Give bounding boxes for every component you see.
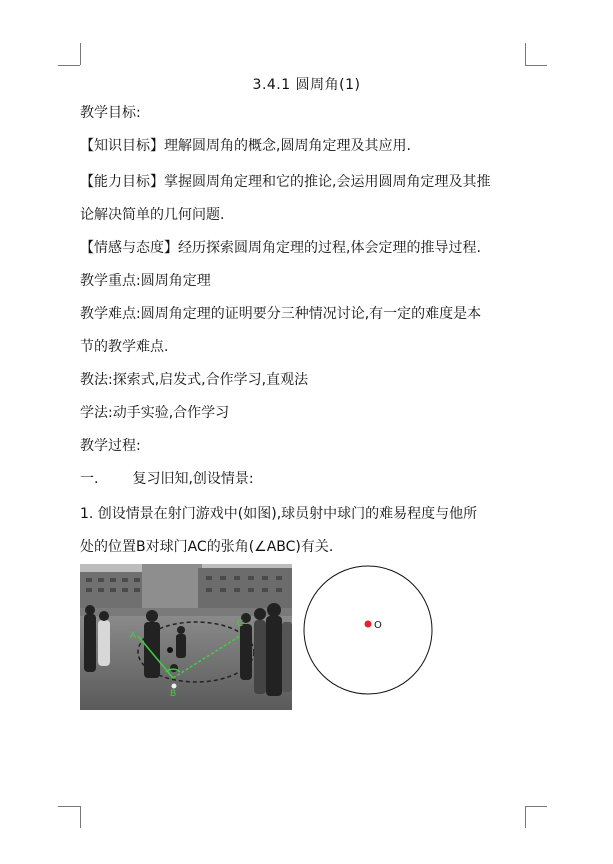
ability-goal-line-2: 论解决简单的几何问题. xyxy=(80,207,225,223)
item1-line-2: 处的位置B对球门AC的张角(∠ABC)有关. xyxy=(80,539,334,555)
label-b: B xyxy=(170,689,177,699)
ability-goal-line-1: 【能力目标】掌握圆周角定理和它的推论,会运用圆周角定理及其推 xyxy=(80,174,491,190)
circle-figure xyxy=(300,562,436,698)
center-point xyxy=(365,621,372,628)
section-one-text: 复习旧知,创设情景: xyxy=(132,471,254,487)
goals-heading: 教学目标: xyxy=(80,105,141,121)
learning-method: 学法:动手实验,合作学习 xyxy=(80,405,230,421)
key-point: 教学重点:圆周角定理 xyxy=(80,273,211,289)
page-title: 3.4.1 圆周角(1) xyxy=(252,77,361,93)
knowledge-goal: 【知识目标】理解圆周角的概念,圆周角定理及其应用. xyxy=(80,138,411,154)
process-heading: 教学过程: xyxy=(80,438,141,454)
item1-line-1: 1. 创设情景在射门游戏中(如图),球员射中球门的难易程度与他所 xyxy=(80,506,478,522)
section-one-heading xyxy=(80,469,254,489)
section-one-number: 一. xyxy=(80,471,99,487)
difficulty-line-2: 节的教学难点. xyxy=(80,339,169,355)
label-c: C xyxy=(237,619,244,629)
label-o: O xyxy=(374,620,382,631)
label-a: A xyxy=(130,631,137,641)
difficulty-line-1: 教学难点:圆周角定理的证明要分三种情况讨论,有一定的难度是本 xyxy=(80,306,482,322)
soccer-photo xyxy=(80,564,292,710)
emotion-goal: 【情感与态度】经历探索圆周角定理的过程,体会定理的推导过程. xyxy=(80,240,481,256)
teaching-method: 教法:探索式,启发式,合作学习,直观法 xyxy=(80,372,309,388)
